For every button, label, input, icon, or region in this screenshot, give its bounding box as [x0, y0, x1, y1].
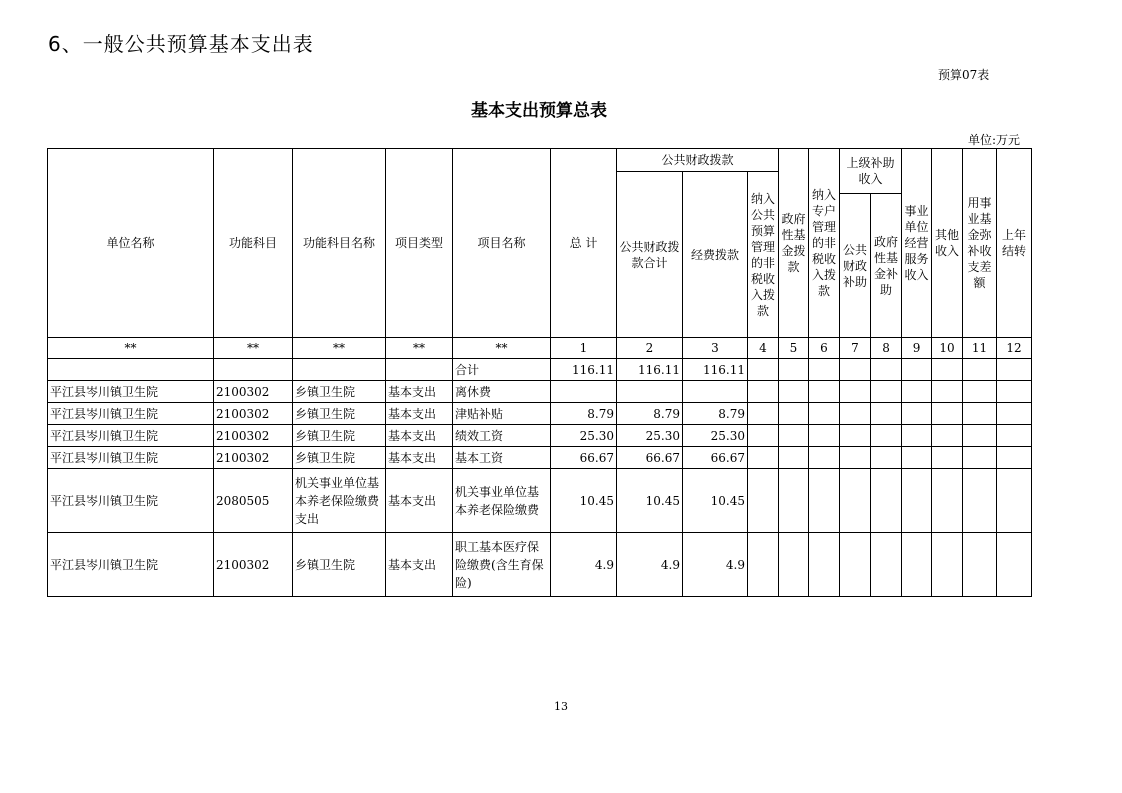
header-unit-name: 单位名称	[48, 149, 214, 338]
cell-funds	[683, 381, 748, 403]
budget-table	[47, 148, 1032, 597]
unit-label: 单位:万元	[968, 133, 1021, 147]
cell-type: 基本支出	[386, 425, 453, 447]
cell-public-total	[617, 381, 683, 403]
cell-code: 2080505	[214, 469, 293, 533]
header-public-finance-subsidy: 公共财政补助	[840, 194, 871, 338]
index-cell: 7	[840, 338, 871, 359]
cell-funds: 66.67	[683, 447, 748, 469]
total-cell-funds: 116.11	[683, 359, 748, 381]
header-non-tax-public: 纳入公共预算管理的非税收入拨款	[748, 172, 779, 338]
cell-type: 基本支出	[386, 469, 453, 533]
index-cell: **	[48, 338, 214, 359]
table-row	[48, 533, 1032, 597]
cell-total: 25.30	[551, 425, 617, 447]
cell-name: 职工基本医疗保险缴费(含生育保险)	[453, 533, 551, 597]
table-row	[48, 381, 1032, 403]
cell-name: 机关事业单位基本养老保险缴费	[453, 469, 551, 533]
cell-type: 基本支出	[386, 403, 453, 425]
cell-unit: 平江县岑川镇卫生院	[48, 447, 214, 469]
total-cell-total: 116.11	[551, 359, 617, 381]
cell-funds: 4.9	[683, 533, 748, 597]
index-cell: **	[214, 338, 293, 359]
header-proj-name: 项目名称	[453, 149, 551, 338]
cell-public-total: 66.67	[617, 447, 683, 469]
total-cell-public: 116.11	[617, 359, 683, 381]
cell-public-total: 4.9	[617, 533, 683, 597]
index-cell: 8	[871, 338, 902, 359]
cell-funds: 10.45	[683, 469, 748, 533]
header-superior-subsidy-group: 上级补助收入	[840, 149, 902, 194]
index-cell: 10	[932, 338, 963, 359]
index-cell: **	[386, 338, 453, 359]
cell-public-total: 25.30	[617, 425, 683, 447]
cell-code: 2100302	[214, 425, 293, 447]
cell-funds: 8.79	[683, 403, 748, 425]
cell-code: 2100302	[214, 403, 293, 425]
index-row	[48, 338, 1032, 359]
cell-name: 基本工资	[453, 447, 551, 469]
cell-total	[551, 381, 617, 403]
total-row	[48, 359, 1032, 381]
table-row	[48, 447, 1032, 469]
cell-total: 66.67	[551, 447, 617, 469]
section-title: 6、一般公共预算基本支出表	[48, 32, 314, 56]
index-cell: 1	[551, 338, 617, 359]
index-cell: 12	[997, 338, 1032, 359]
header-last-year-carryover: 上年结转	[997, 149, 1032, 338]
header-other-income: 其他收入	[932, 149, 963, 338]
index-cell: **	[453, 338, 551, 359]
header-non-tax-special: 纳入专户管理的非税收入拨款	[809, 149, 840, 338]
header-func-name: 功能科目名称	[293, 149, 386, 338]
total-label: 合计	[453, 359, 551, 381]
table-row	[48, 425, 1032, 447]
table-code: 预算07表	[938, 68, 990, 82]
cell-total: 4.9	[551, 533, 617, 597]
cell-func: 乡镇卫生院	[293, 533, 386, 597]
table-row	[48, 403, 1032, 425]
cell-unit: 平江县岑川镇卫生院	[48, 403, 214, 425]
cell-code: 2100302	[214, 447, 293, 469]
index-cell: 3	[683, 338, 748, 359]
cell-name: 津贴补贴	[453, 403, 551, 425]
cell-type: 基本支出	[386, 533, 453, 597]
cell-code: 2100302	[214, 533, 293, 597]
index-cell: **	[293, 338, 386, 359]
header-gov-fund: 政府性基金拨款	[779, 149, 809, 338]
index-cell: 11	[963, 338, 997, 359]
header-public-finance-total: 公共财政拨款合计	[617, 172, 683, 338]
cell-funds: 25.30	[683, 425, 748, 447]
header-fund-gap: 用事业基金弥补收支差额	[963, 149, 997, 338]
header-proj-type: 项目类型	[386, 149, 453, 338]
header-funds-allocation: 经费拨款	[683, 172, 748, 338]
cell-unit: 平江县岑川镇卫生院	[48, 381, 214, 403]
cell-type: 基本支出	[386, 381, 453, 403]
table-row	[48, 469, 1032, 533]
cell-type: 基本支出	[386, 447, 453, 469]
cell-total: 8.79	[551, 403, 617, 425]
cell-unit: 平江县岑川镇卫生院	[48, 469, 214, 533]
index-cell: 5	[779, 338, 809, 359]
table-title: 基本支出预算总表	[471, 101, 607, 121]
index-cell: 4	[748, 338, 779, 359]
cell-unit: 平江县岑川镇卫生院	[48, 425, 214, 447]
header-total: 总 计	[551, 149, 617, 338]
cell-func: 乡镇卫生院	[293, 447, 386, 469]
cell-total: 10.45	[551, 469, 617, 533]
index-cell: 2	[617, 338, 683, 359]
cell-name: 离休费	[453, 381, 551, 403]
cell-func: 机关事业单位基本养老保险缴费支出	[293, 469, 386, 533]
cell-func: 乡镇卫生院	[293, 403, 386, 425]
cell-public-total: 10.45	[617, 469, 683, 533]
cell-func: 乡镇卫生院	[293, 425, 386, 447]
page-number: 13	[554, 700, 568, 713]
cell-public-total: 8.79	[617, 403, 683, 425]
header-func-code: 功能科目	[214, 149, 293, 338]
header-public-finance-group: 公共财政拨款	[617, 149, 779, 172]
cell-code: 2100302	[214, 381, 293, 403]
header-gov-fund-subsidy: 政府性基金补助	[871, 194, 902, 338]
cell-unit: 平江县岑川镇卫生院	[48, 533, 214, 597]
header-business-income: 事业单位经营服务收入	[902, 149, 932, 338]
cell-func: 乡镇卫生院	[293, 381, 386, 403]
index-cell: 6	[809, 338, 840, 359]
index-cell: 9	[902, 338, 932, 359]
cell-name: 绩效工资	[453, 425, 551, 447]
